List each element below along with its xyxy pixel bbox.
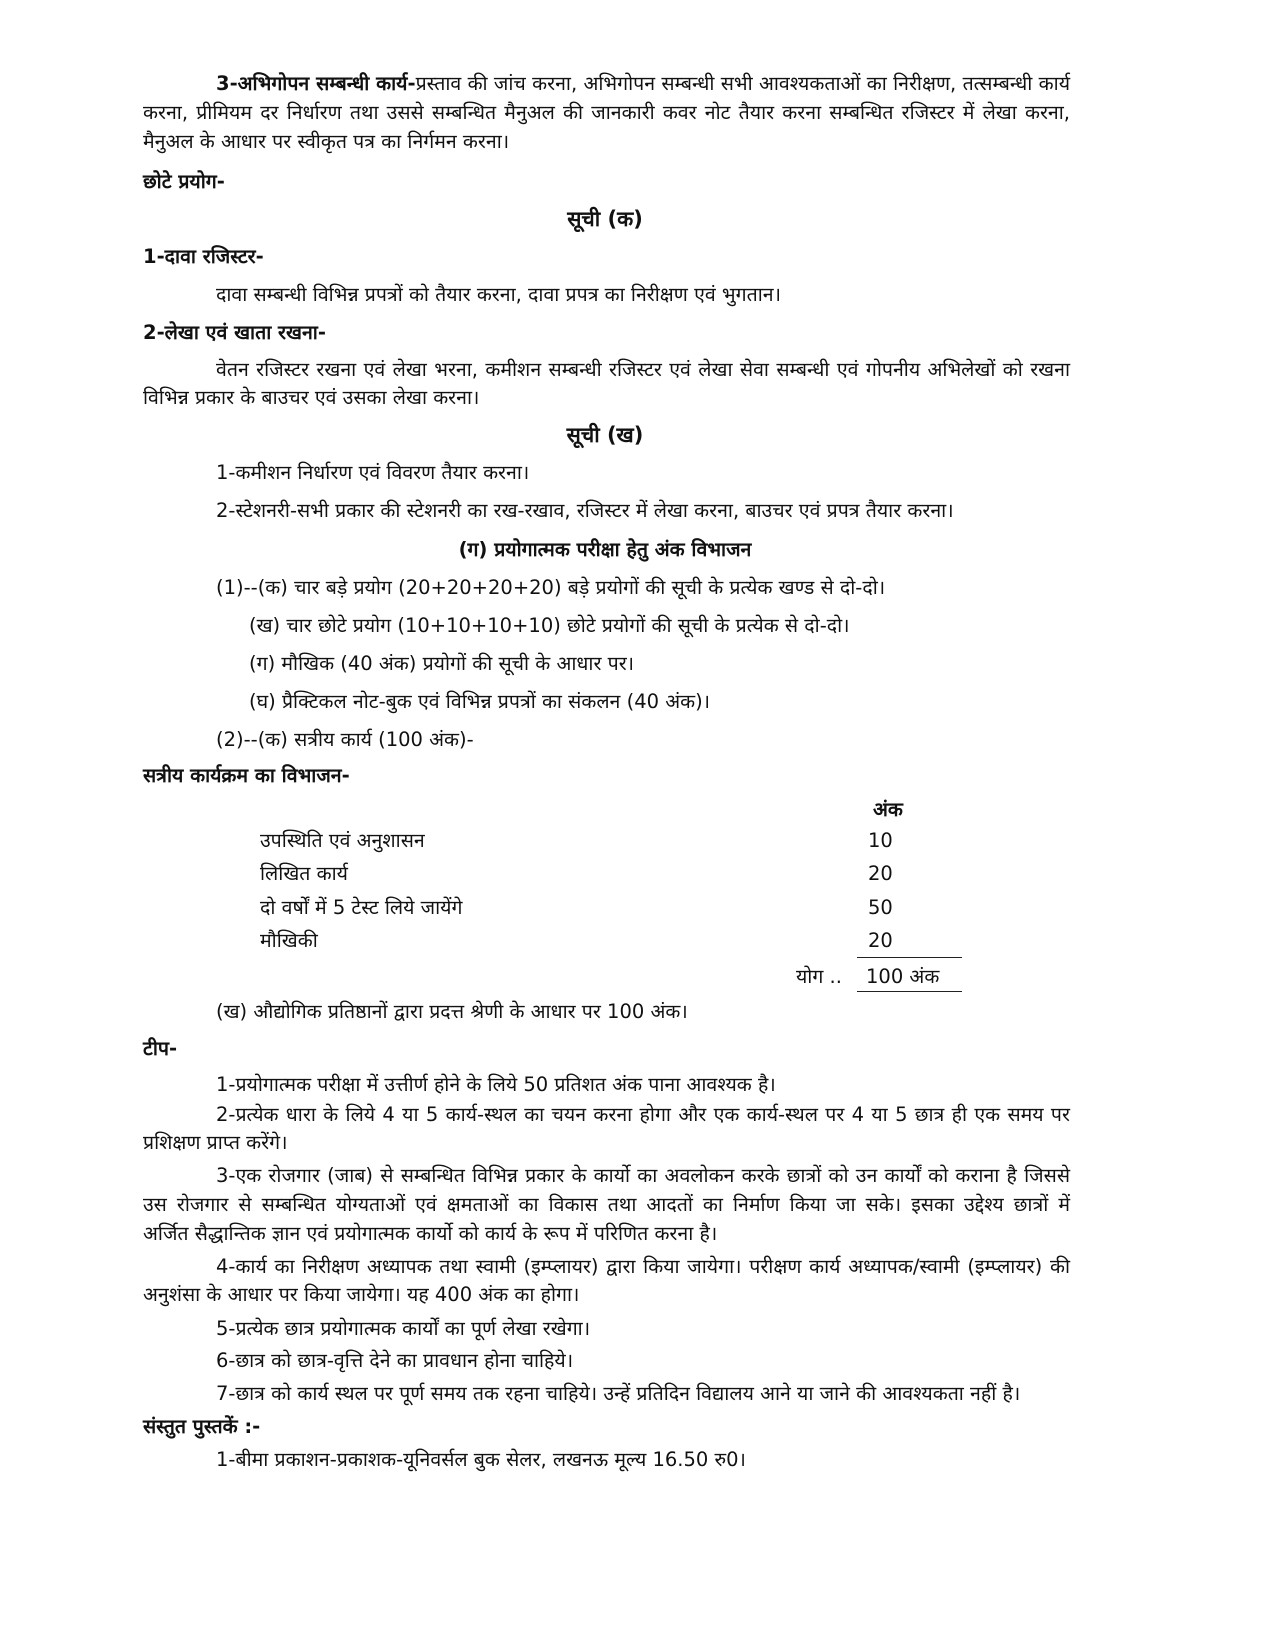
note-2-line2: प्रशिक्षण प्राप्त करेंगे। <box>143 1131 288 1154</box>
marks-line4: (घ) प्रैक्टिकल नोट-बुक एवं विभिन्न प्रपत्रों का संकलन (40 अंक)। <box>249 690 711 713</box>
sessional-row-label: मौखिकी <box>260 929 318 952</box>
notes-heading: टीप- <box>143 1037 178 1060</box>
list-kha-title: सूची (ख) <box>566 423 644 447</box>
list-kha-item1: 1-कमीशन निर्धारण एवं विवरण तैयार करना। <box>216 461 530 484</box>
sessional-row-label: दो वर्षों में 5 टेस्ट लिये जायेंगे <box>260 896 463 919</box>
sessional-row-marks: 50 <box>868 896 893 919</box>
accounts-heading: 2-लेखा एवं खाता रखना- <box>143 321 326 344</box>
list-ka-title: सूची (क) <box>567 207 643 231</box>
section3-line3: मैनुअल के आधार पर स्वीकृत पत्र का निर्गमन करना। <box>143 130 510 153</box>
accounts-line1: वेतन रजिस्टर रखना एवं लेखा भरना, कमीशन सम्बन्धी रजिस्टर एवं लेखा सेवा सम्बन्धी एवं गोपनीय अभिलेखों को रखना <box>216 358 1070 381</box>
total-label: योग .. <box>796 965 842 988</box>
marks-line5: (2)--(क) सत्रीय कार्य (100 अंक)- <box>216 728 474 751</box>
note-2-line1: 2-प्रत्येक धारा के लिये 4 या 5 कार्य-स्थल का चयन करना होगा और एक कार्य-स्थल पर 4 या 5 छात्र ही एक समय पर <box>216 1103 1070 1126</box>
marks-line2: (ख) चार छोटे प्रयोग (10+10+10+10) छोटे प्रयोगों की सूची के प्रत्येक से दो-दो। <box>249 614 850 637</box>
sessional-heading: सत्रीय कार्यक्रम का विभाजन- <box>143 764 350 787</box>
note-3-line1: 3-एक रोजगार (जाब) से सम्बन्धित विभिन्न प्रकार के कार्यो का अवलोकन करके छात्रों को उन कार्यों को कराना है जिससे <box>216 1164 1070 1187</box>
list-kha-item2: 2-स्टेशनरी-सभी प्रकार की स्टेशनरी का रख-रखाव, रजिस्टर में लेखा करना, बाउचर एवं प्रपत्र तैयार करना। <box>216 499 954 522</box>
note-7: 7-छात्र को कार्य स्थल पर पूर्ण समय तक रहना चाहिये। उन्हें प्रतिदिन विद्यालय आने या जाने की आवश्यकता नहीं है। <box>216 1382 1021 1405</box>
total-value: 100 अंक <box>866 965 940 988</box>
total-top-rule <box>857 957 962 958</box>
note-3-line3: अर्जित सैद्धान्तिक ज्ञान एवं प्रयोगात्मक कार्यो को कार्य के रूप में परिणित करना है। <box>143 1222 718 1245</box>
note-3-line2: उस रोजगार से सम्बन्धित योग्यताओं एवं क्षमताओं का विकास तथा आदतों का निर्माण किया जा सके। इसका उद्देश्य छात्रों में <box>143 1193 1070 1216</box>
sessional-row-marks: 20 <box>868 929 893 952</box>
note-1: 1-प्रयोगात्मक परीक्षा में उत्तीर्ण होने के लिये 50 प्रतिशत अंक पाना आवश्यक है। <box>216 1073 776 1096</box>
note-6: 6-छात्र को छात्र-वृत्ति देने का प्रावधान होना चाहिये। <box>216 1349 574 1372</box>
sessional-row-label: उपस्थिति एवं अनुशासन <box>260 829 425 852</box>
sessional-row-marks: 20 <box>868 862 893 885</box>
note-5: 5-प्रत्येक छात्र प्रयोगात्मक कार्यों का पूर्ण लेखा रखेगा। <box>216 1317 591 1340</box>
marks-line1: (1)--(क) चार बड़े प्रयोग (20+20+20+20) बड़े प्रयोगों की सूची के प्रत्येक खण्ड से दो-दो। <box>216 576 886 599</box>
claim-register-text: दावा सम्बन्धी विभिन्न प्रपत्रों को तैयार करना, दावा प्रपत्र का निरीक्षण एवं भुगतान। <box>216 283 781 306</box>
total-bottom-rule <box>857 991 962 992</box>
section3-paragraph-line1 <box>216 70 1070 98</box>
marks-column-header: अंक <box>873 798 903 821</box>
section3-heading: 3-अभिगोपन सम्बन्धी कार्य- <box>216 72 416 95</box>
recommended-books-heading: संस्तुत पुस्तकें :- <box>143 1415 261 1438</box>
section3-line1-text: प्रस्ताव की जांच करना, अभिगोपन सम्बन्धी सभी आवश्यकताओं का निरीक्षण, तत्सम्बन्धी कार्य <box>415 72 1070 95</box>
marks-line3: (ग) मौखिक (40 अंक) प्रयोगों की सूची के आधार पर। <box>249 652 635 675</box>
section3-line2: करना, प्रीमियम दर निर्धारण तथा उससे सम्बन्धित मैनुअल की जानकारी कवर नोट तैयार करना सम्बन्धित रजिस्टर में लेखा करना, <box>143 101 1070 124</box>
recommended-book-1: 1-बीमा प्रकाशन-प्रकाशक-यूनिवर्सल बुक सेलर, लखनऊ मूल्य 16.50 रु0। <box>216 1448 746 1471</box>
industrial-marks-line: (ख) औद्योगिक प्रतिष्ठानों द्वारा प्रदत्त श्रेणी के आधार पर 100 अंक। <box>216 1000 688 1023</box>
note-4-line1: 4-कार्य का निरीक्षण अध्यापक तथा स्वामी (इम्प्लायर) द्वारा किया जायेगा। परीक्षण कार्य अध्यापक/स्वामी (इम्प्लायर) की <box>216 1255 1070 1278</box>
claim-register-heading: 1-दावा रजिस्टर- <box>143 245 264 268</box>
sessional-row-label: लिखित कार्य <box>260 862 348 885</box>
note-4-line2: अनुशंसा के आधार पर किया जायेगा। यह 400 अंक का होगा। <box>143 1283 580 1306</box>
marks-division-title: (ग) प्रयोगात्मक परीक्षा हेतु अंक विभाजन <box>458 538 752 561</box>
accounts-line2: विभिन्न प्रकार के बाउचर एवं उसका लेखा करना। <box>143 386 480 409</box>
sessional-row-marks: 10 <box>868 829 893 852</box>
small-experiments-heading: छोटे प्रयोग- <box>143 170 225 193</box>
